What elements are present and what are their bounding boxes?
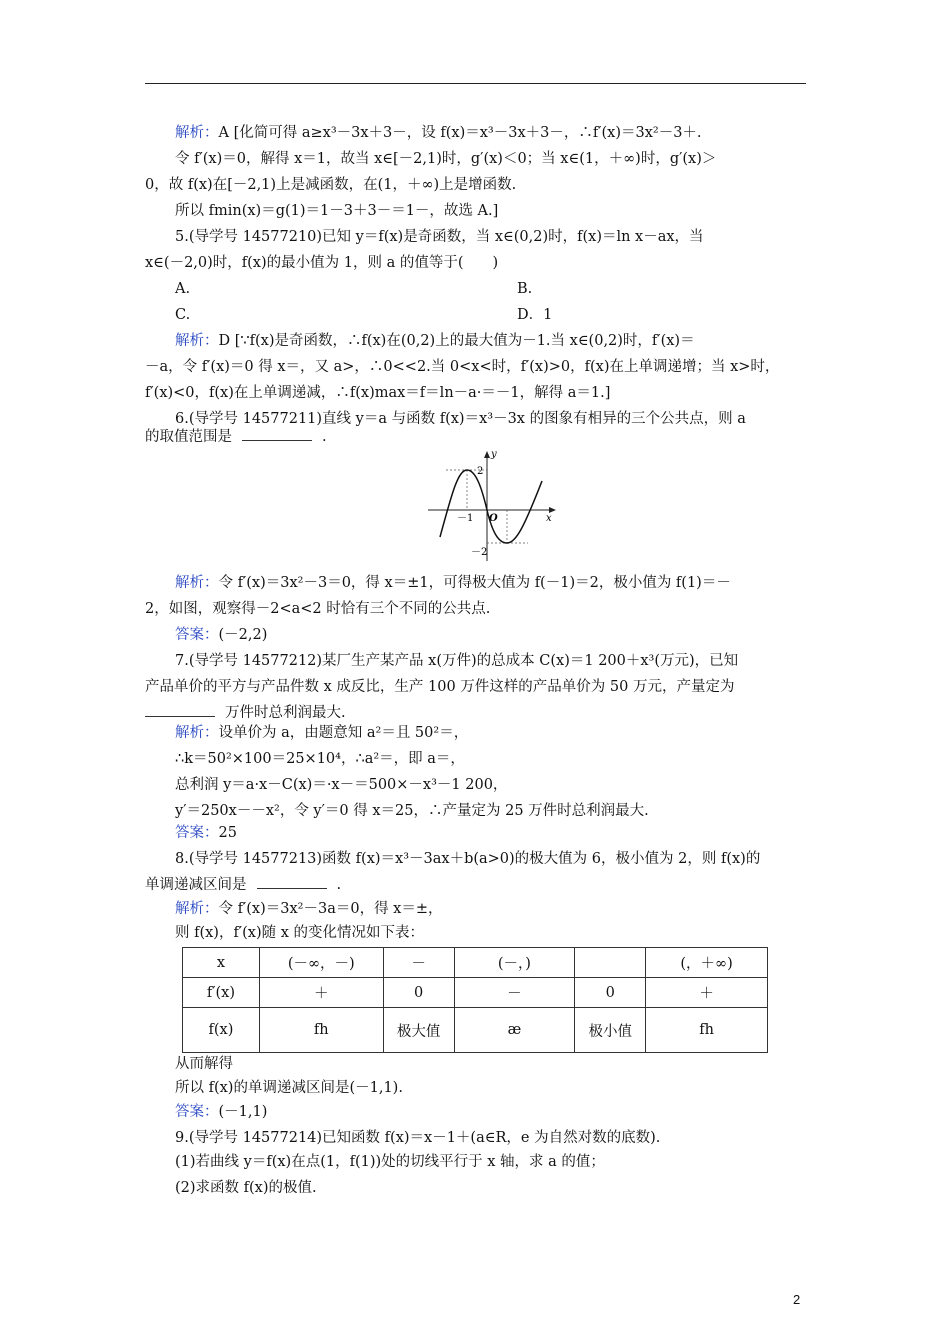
table-row: f(x) fh 极大值 æ 极小值 fh: [183, 1008, 768, 1053]
solution-8-line-3: 从而解得: [175, 1056, 233, 1072]
question-8-line-1: 8.(导学号 14577213)函数 f(x)＝x³－3ax＋b(a>0)的极大值为 6，极小值为 2，则 f(x)的: [175, 851, 761, 867]
solution-7-line-1: 解析：设单价为 a，由题意知 a²＝且 50²＝，: [175, 725, 469, 741]
solution-label: 解析：: [175, 725, 219, 741]
solution-8-line-2: 则 f(x)，f′(x)随 x 的变化情况如下表：: [175, 925, 425, 941]
answer-label: 答案：: [175, 825, 219, 841]
tick-2: 2: [477, 466, 484, 477]
solution-4-line-2: 令 f′(x)＝0，解得 x＝1，故当 x∈[－2,1)时，g′(x)＜0；当 x∈(1，＋∞)时，g′(x)＞: [175, 151, 717, 167]
answer-6: 答案：(－2,2): [175, 627, 268, 643]
question-7-line-1: 7.(导学号 14577212)某厂生产某产品 x(万件)的总成本 C(x)＝1 200＋x³(万元)，已知: [175, 653, 739, 669]
table-row: f′(x) ＋ 0 － 0 ＋: [183, 978, 768, 1008]
solution-8-line-1: 解析：令 f′(x)＝3x²－3a＝0，得 x＝±，: [175, 901, 443, 917]
solution-label: 解析：: [175, 575, 219, 591]
question-9-line-1: 9.(导学号 14577214)已知函数 f(x)＝x－1＋(a∈R，e 为自然对数的底数).: [175, 1130, 661, 1146]
answer-7: 答案：25: [175, 825, 237, 841]
page-number: 2: [793, 1292, 801, 1307]
y-axis-label: y: [491, 449, 497, 460]
cubic-function-graph: [424, 447, 560, 565]
answer-label: 答案：: [175, 1104, 219, 1120]
solution-8-line-4: 所以 f(x)的单调递减区间是(－1,1).: [175, 1080, 403, 1096]
solution-5-line-1: 解析：D [∵f(x)是奇函数，∴f(x)在(0,2)上的最大值为－1.当 x∈(0,2)时，f′(x)＝: [175, 333, 695, 349]
solution-4-line-3: 0，故 f(x)在[－2,1)上是减函数，在(1，＋∞)上是增函数.: [145, 177, 517, 193]
solution-7-line-4: y′＝250x－－x²，令 y′＝0 得 x＝25，∴产量定为 25 万件时总利润最大.: [175, 803, 649, 819]
header-rule: [145, 83, 806, 84]
x-axis-label: x: [546, 513, 552, 524]
table-row: x (－∞，－) － (－，) (，＋∞): [183, 948, 768, 978]
tick-neg1: －1: [457, 513, 474, 524]
answer-label: 答案：: [175, 627, 219, 643]
question-7-line-2: 产品单价的平方与产品件数 x 成反比，生产 100 万件这样的产品单价为 50 万元，产量定为: [145, 679, 735, 695]
answer-blank: [242, 428, 312, 441]
tick-neg2: －2: [471, 547, 488, 558]
question-9-part-2: (2)求函数 f(x)的极值.: [175, 1180, 317, 1196]
solution-4-line-4: 所以 fmin(x)＝g(1)＝1－3＋3－＝1－，故选 A.]: [175, 203, 499, 219]
question-8-line-2: 单调递减区间是 .: [145, 877, 342, 893]
question-5-line-2: x∈(－2,0)时，f(x)的最小值为 1，则 a 的值等于( ): [145, 255, 499, 271]
solution-5-line-3: f′(x)<0，f(x)在上单调递减，∴f(x)max＝f＝ln－a·＝－1，解得 a＝1.]: [145, 385, 611, 401]
question-5-line-1: 5.(导学号 14577210)已知 y＝f(x)是奇函数，当 x∈(0,2)时，f(x)＝ln x－ax，当: [175, 229, 704, 245]
solution-5-line-2: －a，令 f′(x)＝0 得 x＝，又 a>，∴0<<2.当 0<x<时，f′(x)>0，f(x)在上单调递增；当 x>时，: [145, 359, 780, 375]
solution-4-line-1: 解析：A [化简可得 a≥x³－3x＋3－，设 f(x)＝x³－3x＋3－，∴f′(x)＝3x²－3＋.: [175, 125, 702, 141]
solution-6-line-2: 2，如图，观察得－2<a<2 时恰有三个不同的公共点.: [145, 601, 491, 617]
option-c: C.: [175, 307, 191, 323]
solution-7-line-3: 总利润 y＝a·x－C(x)＝·x－＝500×－x³－1 200，: [175, 777, 508, 793]
question-9-part-1: (1)若曲线 y＝f(x)在点(1，f(1))处的切线平行于 x 轴，求 a 的值；: [175, 1154, 605, 1170]
answer-blank: [145, 704, 215, 717]
origin-label: O: [489, 513, 498, 524]
option-b: B.: [517, 281, 533, 297]
question-6-line-2: 的取值范围是 .: [145, 429, 327, 445]
variation-table: [182, 947, 768, 1053]
solution-label: 解析：: [175, 125, 219, 141]
solution-label: 解析：: [175, 333, 219, 349]
solution-6-line-1: 解析：令 f′(x)＝3x²－3＝0，得 x＝±1，可得极大值为 f(－1)＝2，极小值为 f(1)＝－: [175, 575, 731, 591]
answer-8: 答案：(－1,1): [175, 1104, 268, 1120]
question-7-line-3: 万件时总利润最大.: [145, 703, 805, 723]
option-a: A.: [175, 281, 191, 297]
solution-label: 解析：: [175, 901, 219, 917]
question-6-line-1: 6.(导学号 14577211)直线 y＝a 与函数 f(x)＝x³－3x 的图象有相异的三个公共点，则 a: [175, 411, 746, 427]
solution-7-line-2: ∴k＝50²×100＝25×10⁴，∴a²＝，即 a＝，: [175, 751, 465, 767]
option-d: D．1: [517, 307, 553, 323]
answer-blank: [257, 876, 327, 889]
